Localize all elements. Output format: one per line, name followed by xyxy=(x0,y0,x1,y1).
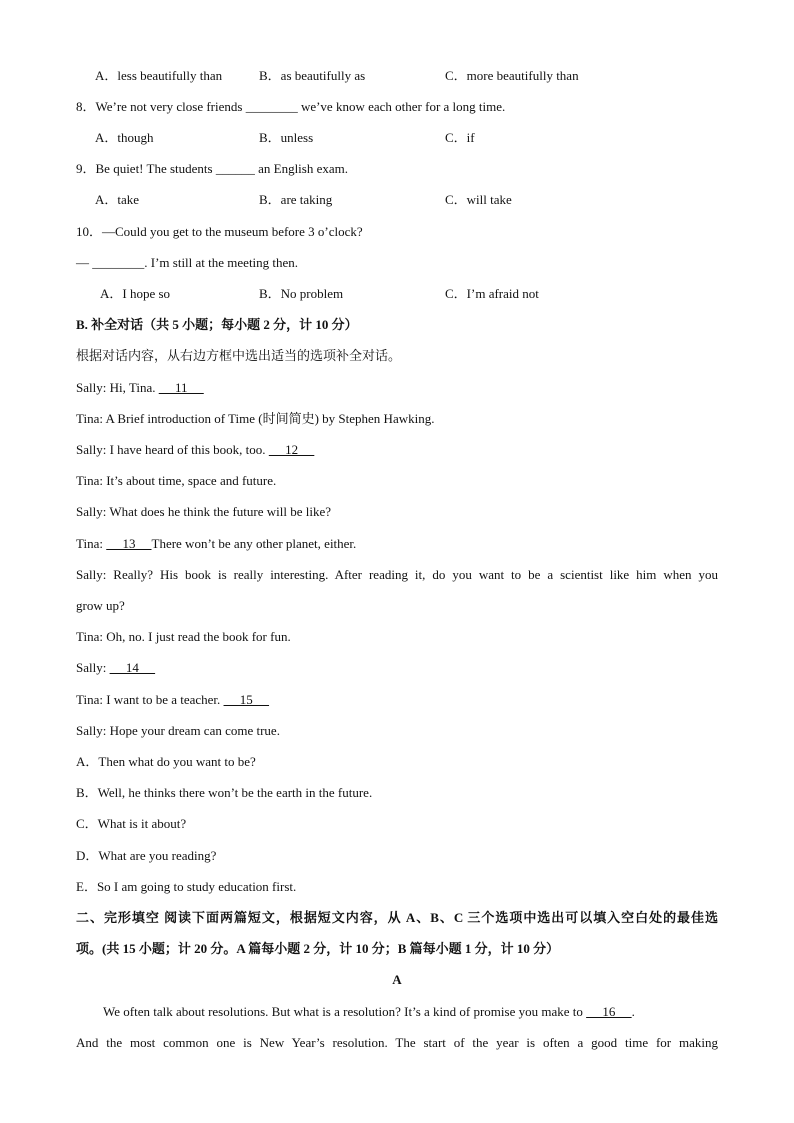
q8-option-a: A．though xyxy=(95,130,154,145)
q10-option-a: A．I hope so xyxy=(100,286,171,301)
q10-option-b: B．No problem xyxy=(259,286,344,301)
dialogue-line: Sally: Really? His book is really interesting. After reading it, do you want to be a scientist like him when you xyxy=(76,567,718,582)
q10-stem: 10．—Could you get to the museum before 3 o’clock? xyxy=(76,224,363,239)
q8-option-c: C．if xyxy=(445,130,475,145)
q10-reply: — ________. I’m still at the meeting then. xyxy=(76,255,299,270)
dialogue-line: Sally: What does he think the future will be like? xyxy=(76,504,332,519)
q9-stem: 9．Be quiet! The students ______ an English exam. xyxy=(76,161,348,176)
q9-option-a: A．take xyxy=(95,192,140,207)
dialogue-line: Tina: 13 There won’t be any other planet, either. xyxy=(76,536,357,551)
dialogue-line: grow up? xyxy=(76,598,125,613)
dialogue-line: Tina: I want to be a teacher. 15 xyxy=(76,692,270,707)
dialogue-line: Sally: Hope your dream can come true. xyxy=(76,723,280,738)
dialogue-line: Sally: Hi, Tina. 11 xyxy=(76,380,204,395)
q10-option-c: C．I’m afraid not xyxy=(445,286,539,301)
section-cloze-heading-2: 项。(共 15 小题；计 20 分。A 篇每小题 2 分，计 10 分；B 篇每小题 1 分，计 10 分） xyxy=(76,941,560,956)
dialogue-line: Tina: It’s about time, space and future. xyxy=(76,473,277,488)
dialogue-line: Tina: A Brief introduction of Time (时间简史) by Stephen Hawking. xyxy=(76,411,435,426)
dialogue-option-e: E．So I am going to study education first. xyxy=(76,879,297,894)
q7-option-c: C．more beautifully than xyxy=(445,68,579,83)
section-b-instruction: 根据对话内容，从右边方框中选出适当的选项补全对话。 xyxy=(76,348,402,363)
q7-option-a: A．less beautifully than xyxy=(95,68,223,83)
dialogue-option-a: A．Then what do you want to be? xyxy=(76,754,256,769)
q9-option-b: B．are taking xyxy=(259,192,333,207)
q7-option-b: B．as beautifully as xyxy=(259,68,366,83)
passage-paragraph-line: And the most common one is New Year’s resolution. The start of the year is often a good time for making xyxy=(76,1035,718,1050)
passage-paragraph: We often talk about resolutions. But what is a resolution? It’s a kind of promise you make to 16 . xyxy=(103,1004,635,1019)
dialogue-line: Tina: Oh, no. I just read the book for fun. xyxy=(76,629,291,644)
dialogue-option-d: D．What are you reading? xyxy=(76,848,217,863)
dialogue-option-b: B．Well, he thinks there won’t be the earth in the future. xyxy=(76,785,373,800)
q8-stem: 8．We’re not very close friends ________ we’ve know each other for a long time. xyxy=(76,99,506,114)
passage-title: A xyxy=(392,972,402,987)
dialogue-option-c: C．What is it about? xyxy=(76,816,187,831)
dialogue-line: Sally: 14 xyxy=(76,660,156,675)
q9-option-c: C．will take xyxy=(445,192,512,207)
dialogue-line: Sally: I have heard of this book, too. 12 xyxy=(76,442,315,457)
section-cloze-heading: 二、完形填空 阅读下面两篇短文，根据短文内容，从 A、B、C 三个选项中选出可以填入空白处的最佳选 xyxy=(76,910,718,925)
section-b-title: B. 补全对话（共 5 小题；每小题 2 分，计 10 分） xyxy=(76,317,358,332)
q8-option-b: B．unless xyxy=(259,130,314,145)
